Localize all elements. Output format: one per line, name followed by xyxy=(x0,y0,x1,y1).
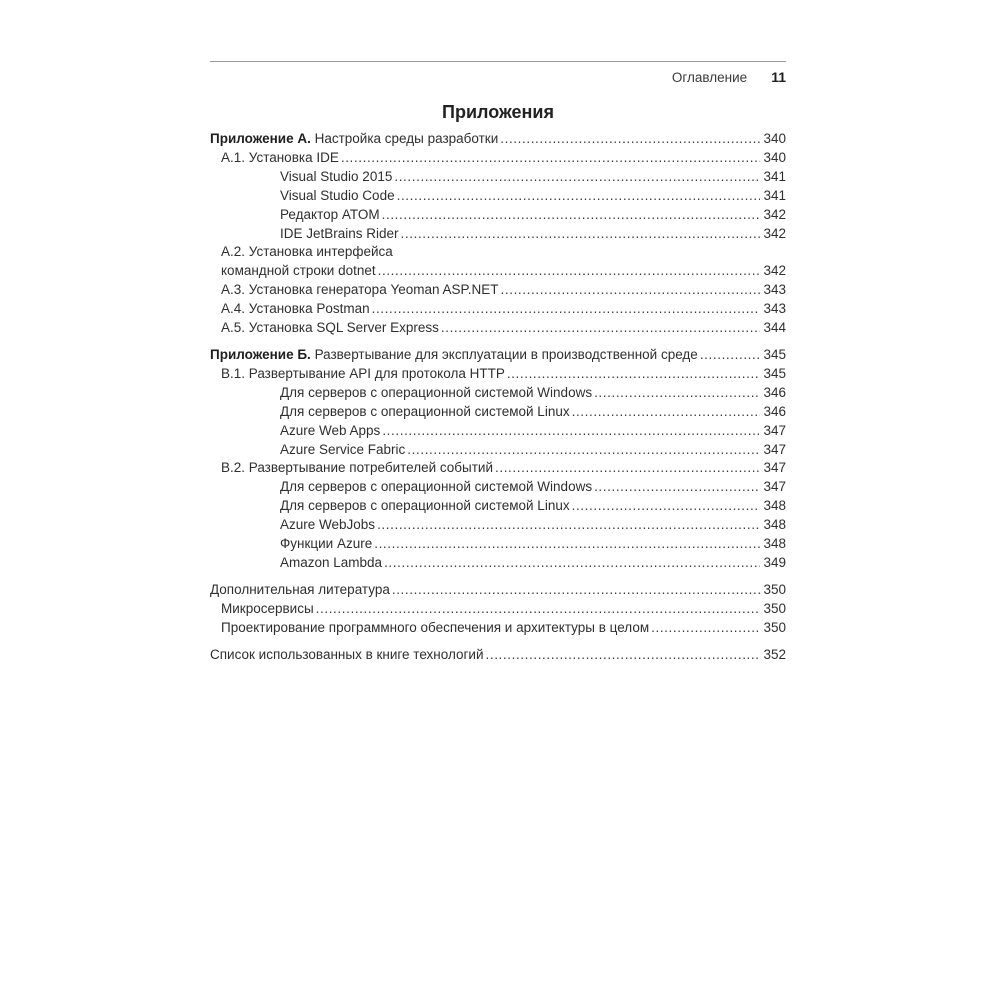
toc-entry-label: А.1. Установка IDE xyxy=(221,149,339,165)
toc-page-number: 352 xyxy=(763,646,786,662)
toc-entry xyxy=(210,619,786,638)
toc-entry-label: А.5. Установка SQL Server Express xyxy=(221,320,439,336)
toc-entry-label: Visual Studio 2015 xyxy=(280,168,393,184)
running-header-page-number: 11 xyxy=(771,69,786,85)
toc-entry xyxy=(210,187,786,206)
toc-entry xyxy=(210,225,786,244)
toc-dot-leader xyxy=(407,441,760,460)
toc-entry-label: командной строки dotnet xyxy=(221,263,376,279)
toc-dot-leader xyxy=(316,600,761,619)
toc-dot-leader xyxy=(501,281,761,300)
toc-page-number: 350 xyxy=(763,600,786,616)
page-content xyxy=(210,61,786,664)
toc-dot-leader xyxy=(397,187,761,206)
toc-entry-label: IDE JetBrains Rider xyxy=(280,225,399,241)
toc-entry xyxy=(210,554,786,573)
toc-dot-leader xyxy=(594,478,760,497)
toc-entry xyxy=(210,206,786,225)
toc-entry-label: Azure Web Apps xyxy=(280,422,381,438)
toc-entry xyxy=(210,130,786,149)
toc-dot-leader xyxy=(495,459,760,478)
running-header xyxy=(210,61,786,86)
toc-page-number: 340 xyxy=(763,149,786,165)
toc-entry-label: Для серверов с операционной системой Windows xyxy=(280,479,593,495)
section-title: Приложения xyxy=(442,102,554,122)
toc-page-number: 347 xyxy=(763,460,786,476)
toc-entry-label: В.1. Развертывание API для протокола HTTP xyxy=(221,365,505,381)
toc-entry-label: Amazon Lambda xyxy=(280,554,383,570)
toc-page-number: 346 xyxy=(763,384,786,400)
toc-page-number: 342 xyxy=(763,263,786,279)
toc-page-number: 341 xyxy=(763,187,786,203)
toc-entry-bold-prefix: Приложение Б. xyxy=(210,346,311,362)
toc-page-number: 343 xyxy=(763,282,786,298)
toc-dot-leader xyxy=(394,168,760,187)
toc-page-number: 345 xyxy=(763,346,786,362)
toc-list xyxy=(210,130,786,664)
toc-entry-label: Функции Azure xyxy=(280,536,373,552)
toc-entry xyxy=(210,478,786,497)
toc-dot-leader xyxy=(572,497,761,516)
toc-dot-leader xyxy=(507,365,761,384)
toc-page-number: 347 xyxy=(763,479,786,495)
toc-dot-leader xyxy=(378,262,761,281)
toc-entry-label: Для серверов с операционной системой Linux xyxy=(280,498,570,514)
toc-entry-label: Дополнительная литература xyxy=(210,581,390,597)
toc-entry xyxy=(210,422,786,441)
toc-entry-label: А.4. Установка Postman xyxy=(221,301,370,317)
toc-entry-label: Микросервисы xyxy=(221,600,314,616)
toc-dot-leader xyxy=(341,149,761,168)
toc-entry-label: А.3. Установка генератора Yeoman ASP.NET xyxy=(221,282,499,298)
toc-entry xyxy=(210,346,786,365)
toc-page-number: 347 xyxy=(763,422,786,438)
toc-entry xyxy=(210,262,786,281)
toc-page-number: 348 xyxy=(763,536,786,552)
toc-entry-label: Visual Studio Code xyxy=(280,187,395,203)
toc-dot-leader xyxy=(441,319,761,338)
toc-page-number: 348 xyxy=(763,517,786,533)
toc-entry xyxy=(210,281,786,300)
toc-page-number: 346 xyxy=(763,403,786,419)
toc-entry xyxy=(210,600,786,619)
toc-dot-leader xyxy=(384,554,760,573)
toc-page-number: 350 xyxy=(763,581,786,597)
toc-entry-bold-prefix: Приложение А. xyxy=(210,131,311,146)
toc-entry xyxy=(210,497,786,516)
toc-entry xyxy=(210,403,786,422)
toc-entry xyxy=(210,581,786,600)
toc-entry xyxy=(210,535,786,554)
toc-entry xyxy=(210,459,786,478)
toc-entry-label: Список использованных в книге технологий xyxy=(210,646,484,662)
toc-dot-leader xyxy=(382,206,761,225)
toc-page-number: 345 xyxy=(763,365,786,381)
toc-page-number: 347 xyxy=(763,441,786,457)
toc-page-number: 343 xyxy=(763,301,786,317)
toc-dot-leader xyxy=(486,646,761,665)
toc-dot-leader xyxy=(594,384,760,403)
toc-dot-leader xyxy=(377,516,760,535)
toc-entry xyxy=(210,365,786,384)
toc-dot-leader xyxy=(700,346,761,365)
toc-page-number: 342 xyxy=(763,225,786,241)
toc-entry xyxy=(210,516,786,535)
toc-page-number: 341 xyxy=(763,168,786,184)
toc-entry xyxy=(210,243,786,262)
running-header-title: Оглавление xyxy=(671,70,748,85)
toc-entry-label: Приложение А. Настройка среды разработки xyxy=(210,131,499,146)
toc-dot-leader xyxy=(401,225,761,244)
toc-page-number: 350 xyxy=(763,619,786,635)
toc-dot-leader xyxy=(372,300,761,319)
toc-dot-leader xyxy=(392,581,761,600)
toc-entry-label: Проектирование программного обеспечения и архитектуры в целом xyxy=(221,619,650,635)
toc-entry-label: Для серверов с операционной системой Windows xyxy=(280,384,593,400)
toc-dot-leader xyxy=(374,535,760,554)
toc-entry-label: Редактор ATOM xyxy=(280,206,380,222)
toc-entry xyxy=(210,646,786,665)
toc-page-number: 344 xyxy=(763,320,786,336)
toc-entry xyxy=(210,384,786,403)
toc-entry-label: А.2. Установка интерфейса xyxy=(221,244,393,260)
toc-entry-label: Приложение Б. Развертывание для эксплуатации в производственной среде xyxy=(210,346,698,362)
toc-page-number: 342 xyxy=(763,206,786,222)
toc-entry xyxy=(210,149,786,168)
toc-entry xyxy=(210,300,786,319)
toc-entry xyxy=(210,168,786,187)
toc-dot-leader xyxy=(500,130,760,149)
toc-page-number: 340 xyxy=(763,131,786,146)
toc-entry xyxy=(210,319,786,338)
toc-entry-label: Azure Service Fabric xyxy=(280,441,406,457)
toc-entry-label: Azure WebJobs xyxy=(280,517,376,533)
toc-page-number: 349 xyxy=(763,554,786,570)
toc-page-number: 348 xyxy=(763,498,786,514)
toc-entry-label: Для серверов с операционной системой Linux xyxy=(280,403,570,419)
toc-dot-leader xyxy=(651,619,760,638)
toc-entry-label: В.2. Развертывание потребителей событий xyxy=(221,460,493,476)
toc-dot-leader xyxy=(572,403,761,422)
toc-entry xyxy=(210,441,786,460)
toc-dot-leader xyxy=(382,422,760,441)
